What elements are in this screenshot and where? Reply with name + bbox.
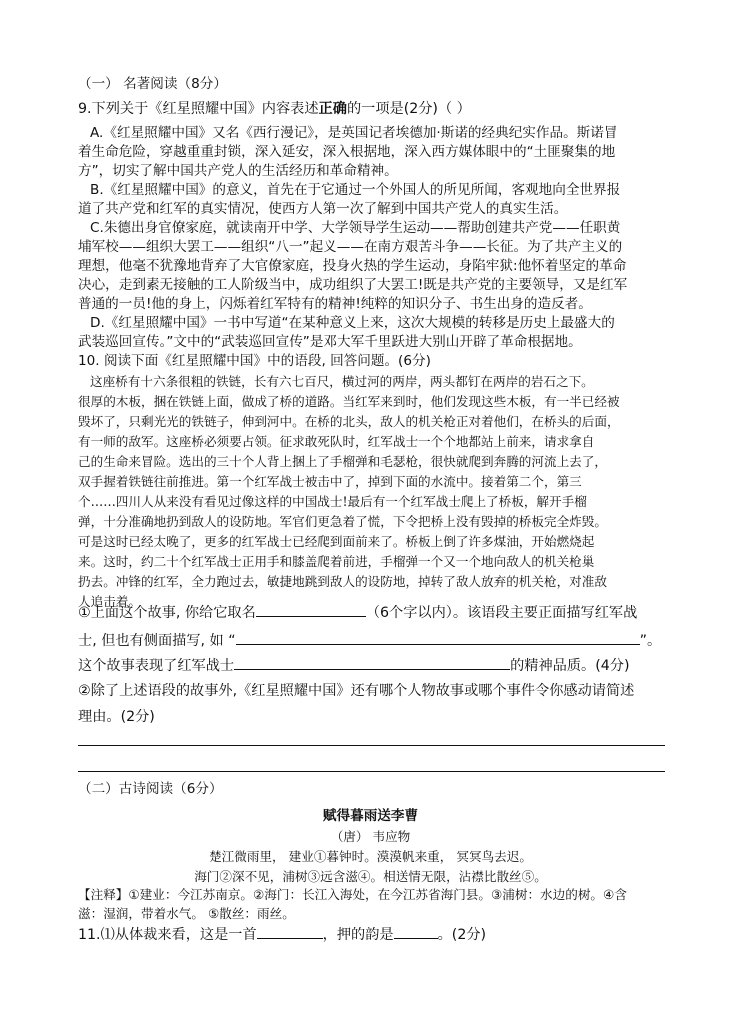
q10-sub1-e: 这个故事表现了红军战士 xyxy=(78,658,235,674)
q10-sub1-c: 士, 但也有侧面描写, 如 “ xyxy=(78,633,236,649)
passage-line: 人追击着。 xyxy=(78,594,141,609)
q10-sub1-row2 xyxy=(78,630,661,650)
q9-stem-bold: 正确 xyxy=(318,101,347,117)
answer-line[interactable] xyxy=(78,745,665,746)
q9-option-a-line: A.《红星照耀中国》又名《西行漫记》，是英国记者埃德加·斯诺的经典纪实作品。斯诺冒 xyxy=(90,125,618,141)
q10-sub1-d: ”。 xyxy=(639,633,662,649)
passage-line: 很厚的木板，捆在铁链上面，做成了桥的道路。当红军来到时，他们发现这些木板，有一半已经被 xyxy=(78,394,620,409)
q10-sub1-row1 xyxy=(78,602,637,622)
q9-stem-a: 9.下列关于《红星照耀中国》内容表述 xyxy=(78,101,319,117)
q9-option-b-line: B.《红星照耀中国》的意义，首先在于它通过一个外国人的所见所闻，客观地向全世界报 xyxy=(90,182,621,198)
answer-line[interactable] xyxy=(78,771,665,772)
section2-title: （二）古诗阅读（6分） xyxy=(78,781,223,797)
passage-line: 个……四川人从来没有看见过像这样的中国战士!最后有一个红军战士爬上了桥板，解开手榴 xyxy=(78,494,587,509)
section1-title: （一） 名著阅读（8分） xyxy=(78,76,227,92)
q9-option-d-line: 武装巡回宣传。”文中的“武装巡回宣传”是邓大军千里跃进大别山开辟了革命根据地。 xyxy=(78,334,582,350)
q9-option-c-line: 理想，他毫不犹豫地背弃了大官僚家庭，投身火热的学生运动，身陷牢狱:他怀着坚定的革命 xyxy=(78,258,627,274)
passage-line: 毁坏了，只剩光光的铁链子，伸到河中。在桥的北头，敌人的机关枪正对着他们，在桥头的后面， xyxy=(78,414,620,429)
genre-blank[interactable] xyxy=(257,924,323,939)
q10-sub1-row3 xyxy=(78,655,630,675)
q9-option-c-line: 埔军校——组织大罢工——组织“八一”起义——在南方艰苦斗争——长征。为了共产主义的 xyxy=(78,239,623,255)
passage-line: 有一师的敌军。这座桥必须要占领。征求敢死队时，红军战士一个个地都站上前来，请求拿自 xyxy=(78,434,595,449)
q9-option-a-line: 着生命危险，穿越重重封锁，深入延安，深入根据地，深入西方媒体眼中的“土匪聚集的地 xyxy=(78,144,616,160)
q10-sub2-line: 理由。(2分) xyxy=(78,709,155,725)
poem-title: 赋得暮雨送李曹 xyxy=(322,808,419,824)
poem-note: 滋：湿润，带着水气。 ⑤散丝：雨丝。 xyxy=(78,906,295,921)
passage-line: 双手握着铁链往前推进。第一个红军战士被击中了，掉到下面的水流中。接着第二个，第三 xyxy=(78,474,582,489)
title-answer-blank[interactable] xyxy=(256,602,366,617)
q9-option-d-line: D.《红星照耀中国》一书中写道“在某种意义上来，这次大规模的转移是历史上最盛大的 xyxy=(90,315,615,331)
q11-line xyxy=(78,924,486,944)
q10-sub1-b: （6个字以内）。该语段主要正面描写红军战 xyxy=(365,605,638,621)
passage-line: 来。这时，约二十个红军战士正用手和膝盖爬着前进，手榴弹一个又一个地向敌人的机关枪巢 xyxy=(78,554,595,569)
q9-option-c-line: C.朱德出身官僚家庭，就读南开中学、大学领导学生运动——帮助创建共产党——任职黄 xyxy=(90,220,621,236)
q9-stem-b: 的一项是(2分)（ ） xyxy=(346,101,471,117)
rhyme-blank[interactable] xyxy=(394,924,438,939)
poem-note: 【注释】①建业：今江苏南京。②海门：长江入海处，在今江苏省海门县。③浦树：水边的树。④含 xyxy=(78,887,627,902)
q11-a: 11.⑴从体裁来看，这是一首 xyxy=(78,927,257,943)
side-description-blank[interactable] xyxy=(236,630,640,645)
q10-sub1-a: ①上面这个故事, 你给它取名 xyxy=(78,605,256,621)
q10-sub2-line: ②除了上述语段的故事外,《红星照耀中国》还有哪个人物故事或哪个事件令你感动请简述 xyxy=(78,683,635,699)
q10-stem: 10. 阅读下面《红星照耀中国》中的语段, 回答问题。(6分) xyxy=(78,353,431,369)
q10-sub1-f: 的精神品质。(4分) xyxy=(510,658,630,674)
q9-option-b-line: 道了共产党和红军的真实情况，使西方人第一次了解到中国共产党人的真实生活。 xyxy=(78,201,568,217)
poem-line: 海门②深不见，浦树③远含滋④。相送情无限，沾襟比散丝⑤。 xyxy=(194,869,547,884)
poem-line: 楚江微雨里， 建业①暮钟时。漠漠帆来重， 冥冥鸟去迟。 xyxy=(209,849,532,864)
q11-c: 。(2分) xyxy=(437,927,487,943)
spirit-quality-blank[interactable] xyxy=(234,655,510,670)
q9-option-a-line: 方”，切实了解中国共产党人的生活经历和革命精神。 xyxy=(78,163,398,179)
passage-line: 弹，十分准确地扔到敌人的设防地。军官们更急着了慌，下令把桥上没有毁掉的桥板完全炸毁。 xyxy=(78,514,607,529)
passage-line: 扔去。冲锋的红军，全力跑过去，敏捷地跳到敌人的设防地，掉转了敌人放弃的机关枪，对准敌 xyxy=(78,574,607,589)
passage-line: 己的生命来冒险。选出的三十个人背上捆上了手榴弹和毛瑟枪，很快就爬到奔腾的河流上去了， xyxy=(78,454,607,469)
q9-option-c-line: 普通的一员!他的身上，闪烁着红军特有的精神!纯粹的知识分子、书生出身的造反者。 xyxy=(78,296,592,312)
q9-stem xyxy=(78,100,471,118)
q11-b: ，押的韵是 xyxy=(322,927,394,943)
passage-line: 这座桥有十六条很粗的铁链，长有六七百尺，横过河的两岸，两头都钉在两岸的岩石之下。 xyxy=(90,374,594,389)
q9-option-c-line: 决心，走到素无接触的工人阶级当中，成功组织了大罢工!既是共产党的主要领导，又是红军 xyxy=(78,277,628,293)
poem-author: （唐） 韦应物 xyxy=(330,829,411,844)
passage-line: 可是这时已经太晚了，更多的红军战士已经爬到面前来了。桥板上倒了许多煤油，开始燃烧起 xyxy=(78,534,595,549)
